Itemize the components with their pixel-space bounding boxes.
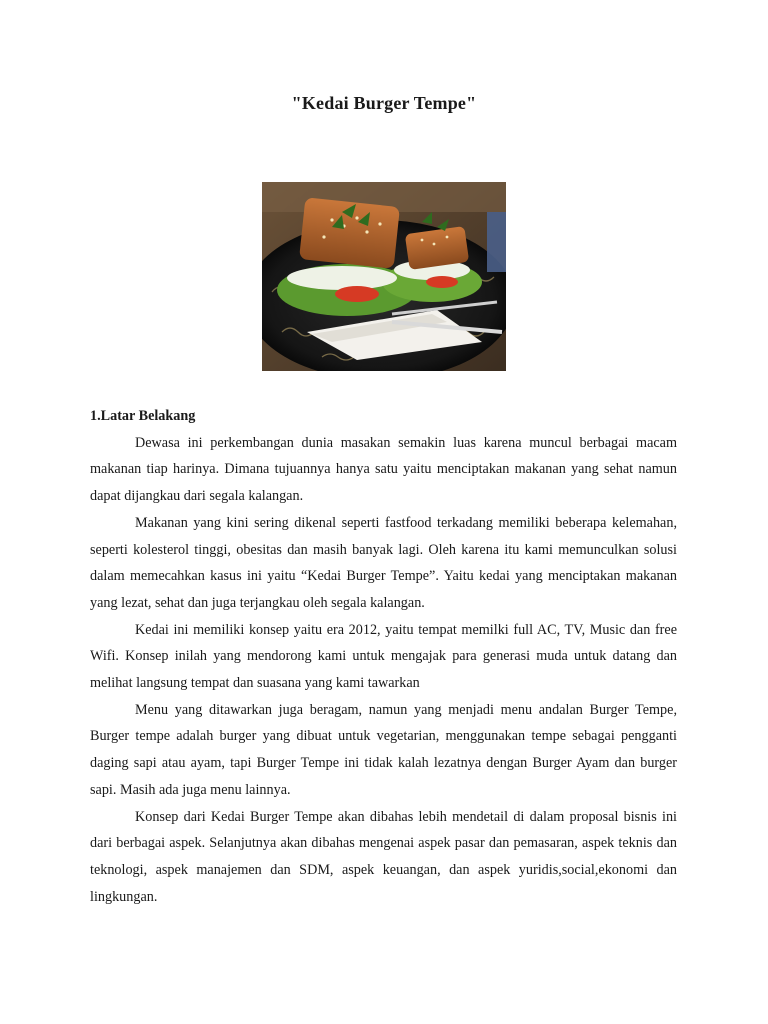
burger-photo [262,182,506,371]
paragraph: Kedai ini memiliki konsep yaitu era 2012, yaitu tempat memilki full AC, TV, Music dan free Wifi. Konsep inilah yang mendorong kami untuk mengajak para generasi muda untuk datang dan melihat langsung tempat dan suasana yang kami tawarkan [90,621,677,692]
paragraph: Dewasa ini perkembangan dunia masakan semakin luas karena muncul berbagai macam makanan tiap harinya. Dimana tujuannya hanya satu yaitu menciptakan makanan yang sehat namun dapat dijangkau dari segala kalangan. [90,434,677,505]
paragraph: Menu yang ditawarkan juga beragam, namun yang menjadi menu andalan Burger Tempe, Burger tempe adalah burger yang dibuat untuk vegetarian, menggunakan tempe sebagai pengganti daging sapi atau ayam, tapi Burger Tempe ini tidak kalah lezatnya dengan Burger Ayam dan burger sapi. Masih ada juga menu lainnya. [90,701,677,798]
paragraph: Makanan yang kini sering dikenal seperti fastfood terkadang memiliki beberapa kelemahan, seperti kolesterol tinggi, obesitas dan masih banyak lagi. Oleh karena itu kami memunculkan solusi dalam memecahkan kasus ini yaitu “Kedai Burger Tempe”. Yaitu kedai yang menciptakan makanan yang lezat, sehat dan juga terjangkau oleh segala kalangan. [90,514,677,611]
document-body [90,403,677,910]
section-heading: 1.Latar Belakang [90,408,196,424]
document-title: "Kedai Burger Tempe" [291,93,477,113]
paragraph: Konsep dari Kedai Burger Tempe akan dibahas lebih mendetail di dalam proposal bisnis ini dari berbagai aspek. Selanjutnya akan dibahas mengenai aspek pasar dan pemasaran, aspek teknis dan teknologi, aspek manajemen dan SDM, aspek keuangan, dan aspek yuridis,social,ekonomi dan lingkungan. [90,808,677,905]
